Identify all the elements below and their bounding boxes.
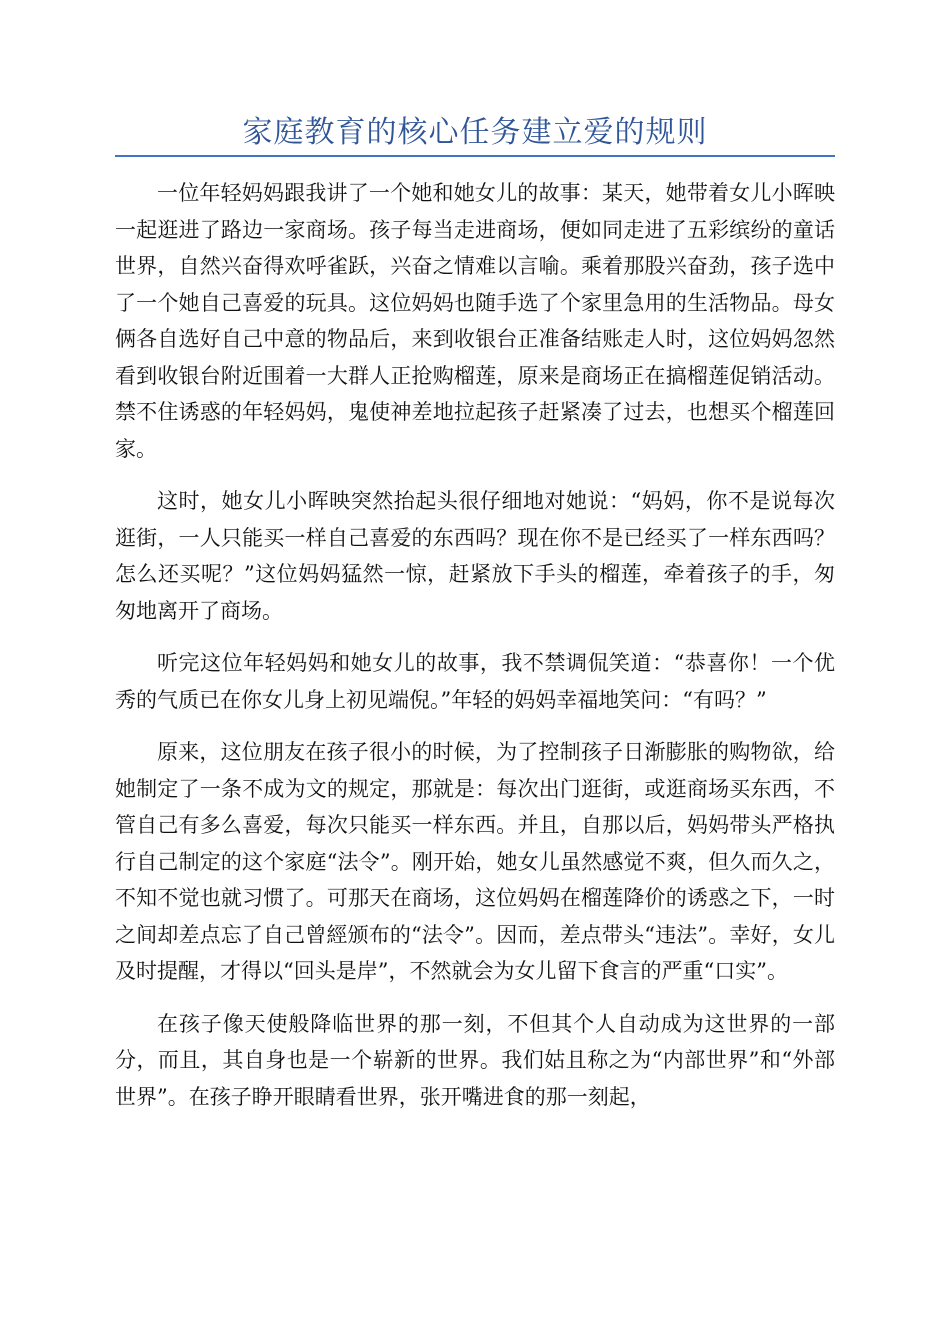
title-underline [115, 155, 835, 157]
document-body [115, 175, 835, 1131]
paragraph-4: 原来，这位朋友在孩子很小的时候，为了控制孩子日渐膨胀的购物欲，给她制定了一条不成为文的规定，那就是：每次出门逛街，或逛商场买东西，不管自己有多么喜爱，每次只能买一样东西。并且，自那以后，妈妈带头严格执行自己制定的这个家庭“法令”。刚开始，她女儿虽然感觉不爽，但久而久之，不知不觉也就习惯了。可那天在商场，这位妈妈在榴莲降价的诱惑之下，一时之间却差点忘了自己曾經颁布的“法令”。因而，差点带头“违法”。幸好，女儿及时提醒，才得以“回头是岸”，不然就会为女儿留下食言的严重“口实”。 [115, 740, 835, 983]
paragraph-1: 一位年轻妈妈跟我讲了一个她和她女儿的故事：某天，她带着女儿小晖映一起逛进了路边一家商场。孩子每当走进商场，便如同走进了五彩缤纷的童话世界，自然兴奋得欢呼雀跃，兴奋之情难以言喻。乘着那股兴奋劲，孩子选中了一个她自己喜爱的玩具。这位妈妈也随手选了个家里急用的生活物品。母女俩各自选好自己中意的物品后，来到收银台正准备结账走人时，这位妈妈忽然看到收银台附近围着一大群人正抢购榴莲，原来是商场正在搞榴莲促销活动。禁不住诱惑的年轻妈妈，鬼使神差地拉起孩子赶紧凑了过去，也想买个榴莲回家。 [115, 181, 835, 461]
paragraph-2: 这时，她女儿小晖映突然抬起头很仔细地对她说：“妈妈，你不是说每次逛街，一人只能买一样自己喜爱的东西吗？现在你不是已经买了一样东西吗？怎么还买呢？”这位妈妈猛然一惊，赶紧放下手头的榴莲，牵着孩子的手，匆匆地离开了商场。 [115, 489, 835, 623]
document-title: 家庭教育的核心任务建立爱的规则 [242, 115, 708, 150]
paragraph-3: 听完这位年轻妈妈和她女儿的故事，我不禁调侃笑道：“恭喜你！一个优秀的气质已在你女儿身上初见端倪。”年轻的妈妈幸福地笑问：“有吗？” [115, 651, 835, 712]
paragraph-5: 在孩子像天使般降临世界的那一刻，不但其个人自动成为这世界的一部分，而且，其自身也是一个崭新的世界。我们姑且称之为“内部世界”和“外部世界”。在孩子睁开眼睛看世界，张开嘴进食的那一刻起， [115, 1011, 835, 1109]
